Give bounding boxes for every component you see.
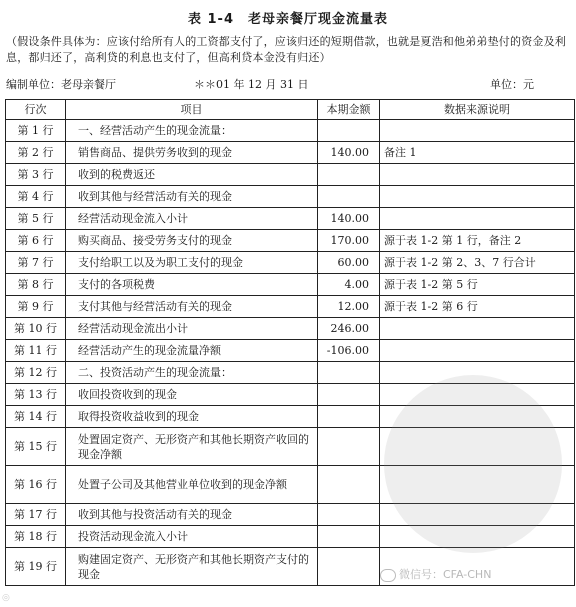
row-source	[380, 318, 575, 340]
row-item: 处置子公司及其他营业单位收到的现金净额	[66, 466, 318, 504]
row-item: 收到其他与投资活动有关的现金	[66, 504, 318, 526]
row-amount: -106.00	[318, 340, 380, 362]
row-number: 第 18 行	[6, 526, 66, 548]
row-number: 第 6 行	[6, 230, 66, 252]
table-row	[6, 318, 575, 340]
row-item: 处置固定资产、无形资产和其他长期资产收回的现金净额	[66, 428, 318, 466]
row-source	[380, 504, 575, 526]
row-item: 支付的各项税费	[66, 274, 318, 296]
header-source: 数据来源说明	[380, 100, 575, 120]
row-source	[380, 208, 575, 230]
row-number: 第 14 行	[6, 406, 66, 428]
table-row	[6, 428, 575, 466]
row-item: 支付其他与经营活动有关的现金	[66, 296, 318, 318]
row-item: 销售商品、提供劳务收到的现金	[66, 142, 318, 164]
row-number: 第 7 行	[6, 252, 66, 274]
table-row	[6, 120, 575, 142]
row-source	[380, 384, 575, 406]
table-row	[6, 230, 575, 252]
row-source	[380, 466, 575, 504]
row-item: 收到其他与经营活动有关的现金	[66, 186, 318, 208]
row-item: 收回投资收到的现金	[66, 384, 318, 406]
row-source	[380, 164, 575, 186]
row-item: 收到的税费返还	[66, 164, 318, 186]
table-row	[6, 406, 575, 428]
row-amount: 170.00	[318, 230, 380, 252]
row-number: 第 1 行	[6, 120, 66, 142]
row-amount	[318, 362, 380, 384]
unit-label: 单位：元	[490, 78, 534, 91]
table-row	[6, 384, 575, 406]
row-source	[380, 362, 575, 384]
table-row	[6, 362, 575, 384]
table-row	[6, 340, 575, 362]
row-number: 第 9 行	[6, 296, 66, 318]
row-number: 第 2 行	[6, 142, 66, 164]
row-number: 第 3 行	[6, 164, 66, 186]
row-number: 第 11 行	[6, 340, 66, 362]
row-amount: 140.00	[318, 142, 380, 164]
row-number: 第 8 行	[6, 274, 66, 296]
row-source: 源于表 1-2 第 2、3、7 行合计	[380, 252, 575, 274]
wechat-watermark	[380, 566, 491, 582]
row-source: 源于表 1-2 第 6 行	[380, 296, 575, 318]
assumption-note: （假设条件具体为：应该付给所有人的工资都支付了，应该归还的短期借款，也就是夏浩和他弟弟垫付的资金及利息，都归还了，高利贷的利息也支付了，但高利贷本金没有归还）	[6, 35, 566, 64]
row-amount	[318, 186, 380, 208]
row-number: 第 10 行	[6, 318, 66, 340]
row-amount: 246.00	[318, 318, 380, 340]
row-item: 取得投资收益收到的现金	[66, 406, 318, 428]
row-source	[380, 526, 575, 548]
table-row	[6, 142, 575, 164]
row-amount	[318, 504, 380, 526]
row-source	[380, 406, 575, 428]
table-row	[6, 504, 575, 526]
row-number: 第 4 行	[6, 186, 66, 208]
cash-flow-table	[5, 99, 575, 586]
org-label: 编制单位：老母亲餐厅	[6, 78, 116, 91]
row-amount	[318, 466, 380, 504]
row-amount: 12.00	[318, 296, 380, 318]
row-item: 购建固定资产、无形资产和其他长期资产支付的现金	[66, 548, 318, 586]
row-item: 支付给职工以及为职工支付的现金	[66, 252, 318, 274]
row-amount	[318, 548, 380, 586]
table-title: 表 1-4 老母亲餐厅现金流量表	[187, 12, 388, 27]
row-amount	[318, 428, 380, 466]
row-amount: 140.00	[318, 208, 380, 230]
header-amount: 本期金额	[318, 100, 380, 120]
wechat-label: 微信号：CFA-CHN	[399, 568, 492, 581]
row-number: 第 13 行	[6, 384, 66, 406]
corner-watermark: ◎	[2, 593, 10, 603]
row-source: 源于表 1-2 第 1 行，备注 2	[380, 230, 575, 252]
row-item: 投资活动现金流入小计	[66, 526, 318, 548]
row-source: 备注 1	[380, 142, 575, 164]
row-amount	[318, 526, 380, 548]
row-item: 经营活动现金流入小计	[66, 208, 318, 230]
date-label: ＊＊01 年 12 月 31 日	[194, 78, 309, 91]
row-amount	[318, 164, 380, 186]
row-source	[380, 340, 575, 362]
row-number: 第 19 行	[6, 548, 66, 586]
row-source	[380, 428, 575, 466]
row-number: 第 17 行	[6, 504, 66, 526]
table-row	[6, 526, 575, 548]
table-row	[6, 208, 575, 230]
row-amount	[318, 384, 380, 406]
table-header-row	[6, 100, 575, 120]
row-item: 经营活动产生的现金流量净额	[66, 340, 318, 362]
row-number: 第 15 行	[6, 428, 66, 466]
wechat-icon	[380, 569, 396, 582]
row-item: 购买商品、接受劳务支付的现金	[66, 230, 318, 252]
row-item: 二、投资活动产生的现金流量：	[66, 362, 318, 384]
table-row	[6, 186, 575, 208]
table-row	[6, 164, 575, 186]
row-number: 第 12 行	[6, 362, 66, 384]
row-number: 第 16 行	[6, 466, 66, 504]
table-row	[6, 274, 575, 296]
row-amount	[318, 406, 380, 428]
row-source	[380, 120, 575, 142]
table-row	[6, 252, 575, 274]
row-item: 经营活动现金流出小计	[66, 318, 318, 340]
header-row-no: 行次	[6, 100, 66, 120]
row-amount: 4.00	[318, 274, 380, 296]
row-item: 一、经营活动产生的现金流量：	[66, 120, 318, 142]
header-info-line	[6, 77, 572, 93]
row-source	[380, 186, 575, 208]
table-row	[6, 466, 575, 504]
row-number: 第 5 行	[6, 208, 66, 230]
header-item: 项目	[66, 100, 318, 120]
row-amount: 60.00	[318, 252, 380, 274]
row-amount	[318, 120, 380, 142]
table-row	[6, 296, 575, 318]
row-source: 源于表 1-2 第 5 行	[380, 274, 575, 296]
